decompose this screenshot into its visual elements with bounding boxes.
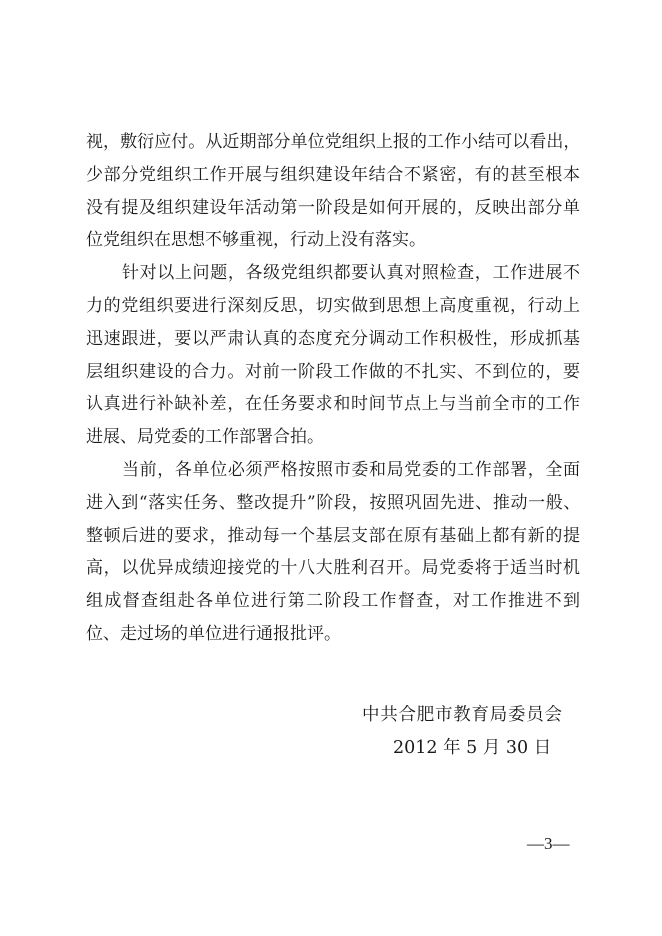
text-line: 位、走过场的单位进行通报批评。 [86, 623, 341, 644]
text-line: 少部分党组织工作开展与组织建设年结合不紧密，有的甚至根本 [86, 164, 580, 185]
text-line: 整顿后进的要求，推动每一个基层支部在原有基础上都有新的提 [86, 525, 580, 546]
text-line: 进入到“落实任务、整改提升”阶段，按照巩固先进、推动一般、 [86, 492, 580, 513]
document-body [86, 126, 580, 651]
text-line: 没有提及组织建设年活动第一阶段是如何开展的，反映出部分单 [86, 197, 580, 218]
text-line: 视，敷衍应付。从近期部分单位党组织上报的工作小结可以看出， [86, 132, 580, 152]
text-line: 高，以优异成绩迎接党的十八大胜利召开。局党委将于适当时机 [86, 558, 580, 579]
paragraph-2 [86, 257, 580, 454]
paragraph-1 [86, 126, 580, 257]
text-line: 认真进行补缺补差，在任务要求和时间节点上与当前全市的工作 [86, 394, 580, 415]
text-line: 组成督查组赴各单位进行第二阶段工作督查，对工作推进不到 [86, 591, 580, 612]
text-line: 针对以上问题，各级党组织都要认真对照检查，工作进展不 [122, 263, 580, 284]
text-line: 进展、局党委的工作部署合拍。 [86, 427, 324, 448]
text-line: 迅速跟进，要以严肃认真的态度充分调动工作积极性，形成抓基 [86, 328, 580, 349]
text-line: 力的党组织要进行深刻反思，切实做到思想上高度重视，行动上 [86, 295, 580, 316]
signature-organization: 中共合肥市教育局委员会 [362, 705, 562, 725]
page-number: —3— [527, 834, 570, 853]
text-line: 当前，各单位必须严格按照市委和局党委的工作部署，全面 [122, 459, 580, 480]
paragraph-3 [86, 454, 580, 651]
text-line: 层组织建设的合力。对前一阶段工作做的不扎实、不到位的，要 [86, 361, 580, 382]
signature-date: 2012 年 5 月 30 日 [393, 738, 552, 758]
text-line: 位党组织在思想不够重视，行动上没有落实。 [86, 230, 426, 251]
